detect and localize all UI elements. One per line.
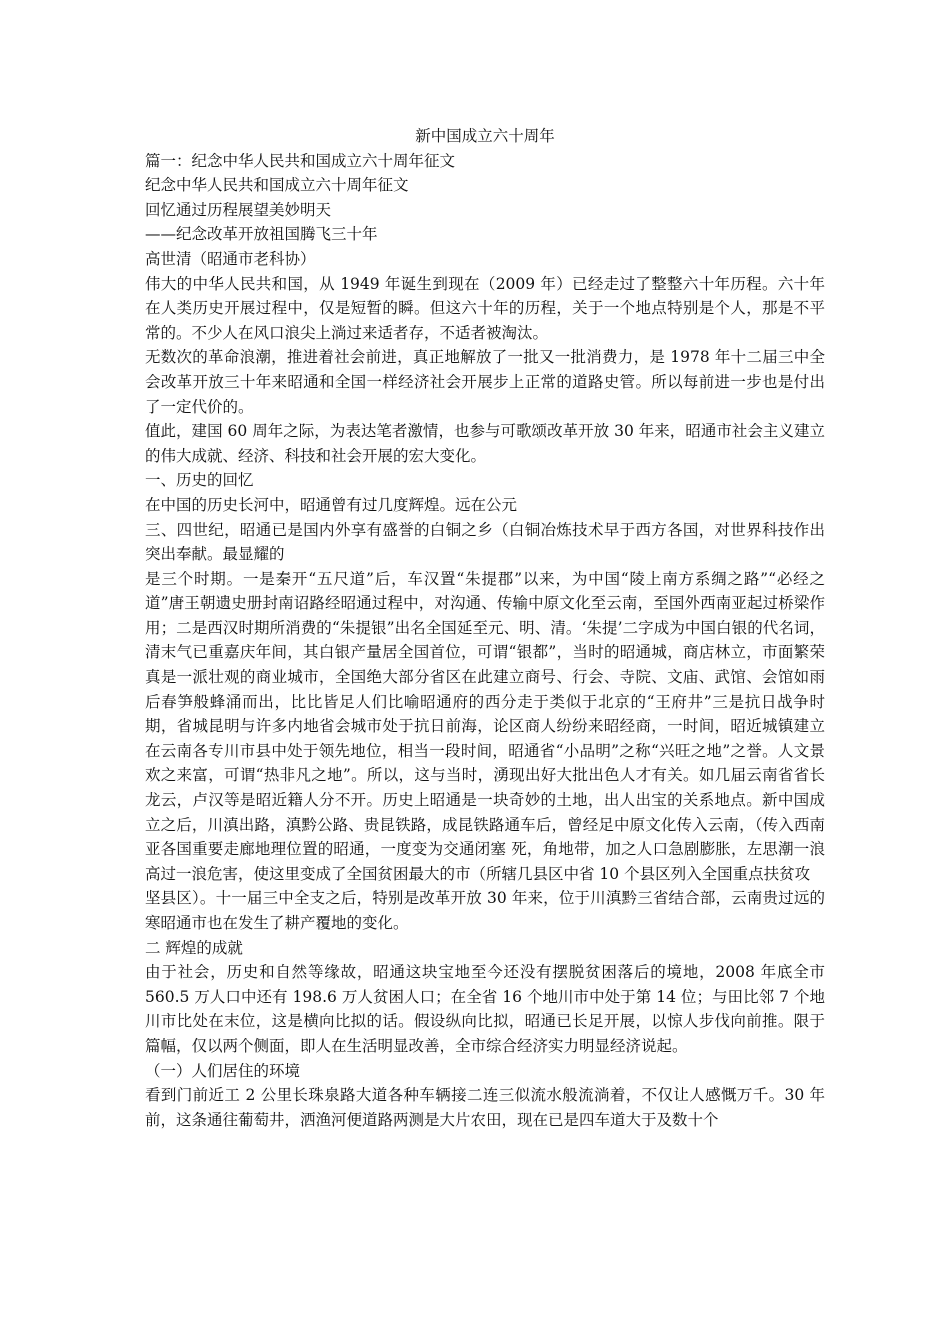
body-paragraph: 无数次的革命浪潮，推进着社会前进，真正地解放了一批又一批消费力，是 1978 年十二届三中全会改革开放三十年来昭通和全国一样经济社会开展步上正常的道路史管。所以每前进一步也是付出了一定代价的。 bbox=[145, 348, 825, 416]
body-paragraph: 坚县区）。十一届三中全支之后，特别是改革开放 30 年来，位于川滇黔三省结合部，云南贵过远的寒昭通市也在发生了耕产覆地的变化。 bbox=[145, 889, 825, 932]
heading-line: 回忆通过历程展望美妙明天 bbox=[145, 200, 332, 219]
subsection-heading: （一）人们居住的环境 bbox=[145, 1061, 301, 1080]
author-line: 高世清（昭通市老科协） bbox=[145, 249, 316, 268]
heading-line: 篇一：纪念中华人民共和国成立六十周年征文 bbox=[145, 151, 456, 170]
body-paragraph: 在中国的历史长河中，昭通曾有过几度辉煌。远在公元 bbox=[145, 495, 518, 514]
document-body bbox=[145, 124, 825, 1132]
body-paragraph: 看到门前近工 2 公里长珠泉路大道各种车辆接二连三似流水般流淌着，不仅让人感慨万千。30 年前，这条通往葡萄井，洒渔河便道路两测是大片农田，现在已是四车道大于及数十个 bbox=[145, 1086, 825, 1129]
body-paragraph: 值此，建国 60 周年之际，为表达笔者激情，也参与可歌颂改革开放 30 年来，昭通市社会主义建立的伟大成就、经济、科技和社会开展的宏大变化。 bbox=[145, 422, 825, 465]
body-paragraph: 三、四世纪，昭通已是国内外享有盛誉的白铜之乡（白铜冶炼技术早于西方各国，对世界科技作出突出奉献。最显耀的 bbox=[145, 520, 825, 564]
body-paragraph: 伟大的中华人民共和国，从 1949 年诞生到现在（2009 年）已经走过了整整六十年历程。六十年在人类历史开展过程中，仅是短暂的瞬。但这六十年的历程，关于一个地点特别是个人，那是不平常的。不少人在风口浪尖上淌过来适者存，不适者被淘汰。 bbox=[145, 274, 825, 342]
section-heading: 二 辉煌的成就 bbox=[145, 938, 243, 957]
body-paragraph: 是三个时期。一是秦开“五尺道”后，车汉置“朱提郡”以来，为中国“陵上南方系绸之路”“必经之道”唐王朝遗史册封南诏路经昭通过程中，对沟通、传输中原文化至云南，至国外西南亚起过桥梁作用；二是西汉时期所消费的“朱提银”出名全国延至元、明、清。‘朱提’二字成为中国白银的代名词，清末气已重嘉庆年间，其白银产量居全国首位，可谓“银都”，当时的昭通城，商店林立，市面繁荣真是一派壮观的商业城市，全国绝大部分省区在此建立商号、行会、寺院、文庙、武馆、会馆如雨后春笋般蜂涌而出，比比皆足人们比喻昭通府的西分走于类似于北京的“王府井”三是抗日战争时期，省城昆明与许多内地省会城市处于抗日前海，论区商人纷纷来昭经商，一时间，昭近城镇建立在云南各专川市县中处于领先地位，相当一段时间，昭通省“小品明”之称“兴旺之地”之誉。人文景欢之来富，可谓“热非凡之地”。所以，这与当时，湧现出好大批出色人才有关。如几届云南省省长龙云，卢汉等是昭近籍人分不开。历史上昭通是一块奇妙的土地，出人出宝的关系地点。新中国成立之后，川滇出路，滇黔公路、贵昆铁路，成昆铁路通车后，曾经足中原文化传入云南，（传入西南亚各国重要走廊地理位置的昭通，一度变为交通闭塞 死，角地带，加之人口急剧膨胀，左思潮一浪高过一浪危害，使这里变成了全国贫困最大的市（所辖几县区中省 10 个县区列入全国重点扶贫攻 bbox=[145, 569, 825, 883]
section-heading: 一、历史的回忆 bbox=[145, 471, 254, 490]
body-paragraph: 由于社会，历史和自然等缘故，昭通这块宝地至今还没有摆脱贫困落后的境地，2008 年底全市 560.5 万人口中还有 198.6 万人贫困人口；在全省 16 个地川市中处于第 14 位；与田比邻 7 个地川市比处在末位，这是横向比拟的话。假设纵向比拟，昭通已长足开展，以惊人步伐向前推。限于篇幅，仅以两个侧面，即人在生活明显改善，全市综合经济实力明显经济说起。 bbox=[145, 963, 825, 1055]
heading-line: 纪念中华人民共和国成立六十周年征文 bbox=[145, 176, 409, 195]
heading-line: ——纪念改革开放祖国腾飞三十年 bbox=[145, 225, 378, 244]
document-title: 新中国成立六十周年 bbox=[415, 127, 555, 145]
